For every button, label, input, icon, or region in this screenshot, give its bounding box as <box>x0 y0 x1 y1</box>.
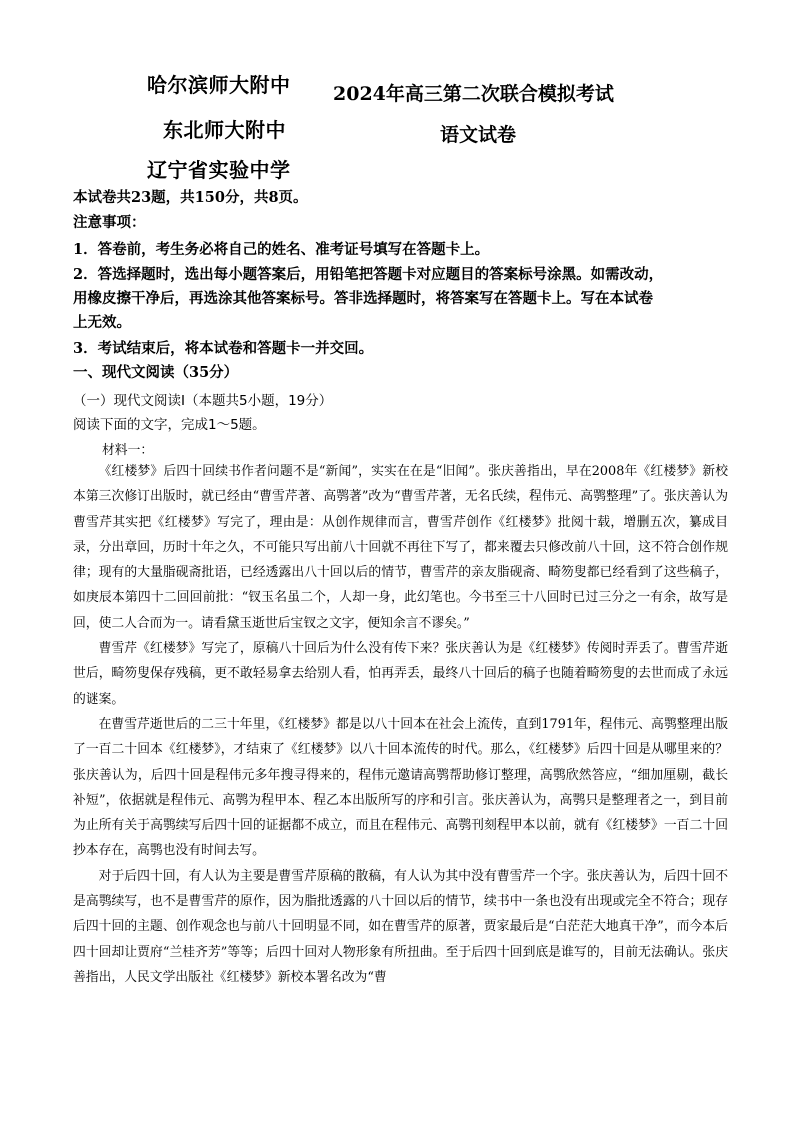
notice-item-2: 2．答选择题时，选出每小题答案后，用铅笔把答题卡对应题目的答案标号涂黑。如需改动， <box>73 266 664 283</box>
passage-paragraph-4: 对于后四十回，有人认为主要是曹雪芹原稿的散稿，有人认为其中没有曹雪芹一个字。张庆善认为，后四十回不是高鹗续写，也不是曹雪芹的原作，因为脂批透露的八十回以后的情节，续书中一条也没有出现或完全不符合；现存后四十回的主题、创作观念也与前八十回明显不同，如在曹雪芹的原著，贾家最后是“白茫茫大地真干净”，而今本后四十回却让贾府“兰桂齐芳”等等；后四十回对人物形象有所扭曲。至于后四十回到底是谁写的，目前无法确认。张庆善指出，人民文学出版社《红楼梦》新校本署名改为“曹 <box>73 868 728 985</box>
notice-item-2-end: 上无效。 <box>73 314 131 331</box>
school-name-liaoning: 辽宁省实验中学 <box>147 158 291 182</box>
passage-paragraph-2: 曹雪芹《红楼梦》写完了，原稿八十回后为什么没有传下来？张庆善认为是《红楼梦》传阅时弄丢了。曹雪芹逝世后，畸笏叟保存残稿，更不敢轻易拿去给别人看，怕再弄丢，最终八十回后的稿子也随着畸笏叟的去世而成了永远的谜案。 <box>73 641 728 707</box>
passage-paragraph-3: 在曹雪芹逝世后的二三十年里，《红楼梦》都是以八十回本在社会上流传，直到1791年，程伟元、高鹗整理出版了一百二十回本《红楼梦》，才结束了《红楼梦》以八十回本流传的时代。那么，《红楼梦》后四十回是从哪里来的？张庆善认为，后四十回是程伟元多年搜寻得来的，程伟元邀请高鹗帮助修订整理，高鹗欣然答应，“细加厘剔，截长补短”，依据就是程伟元、高鹗为程甲本、程乙本出版所写的序和引言。张庆善认为，高鹗只是整理者之一，到目前为止所有关于高鹗续写后四十回的证据都不成立，而且在程伟元、高鹗刊刻程甲本以前，就有《红楼梦》一百二十回抄本存在，高鹗也没有时间去写。 <box>73 716 728 859</box>
notice-item-1: 1．答卷前，考生务必将自己的姓名、准考证号填写在答题卡上。 <box>73 241 490 258</box>
notice-item-3: 3．考试结束后，将本试卷和答题卡一并交回。 <box>73 340 374 357</box>
notice-heading: 注意事项： <box>73 214 146 231</box>
section-title: 一、现代文阅读（35分） <box>73 364 239 381</box>
passage-body <box>73 459 728 990</box>
exam-summary: 本试卷共23题，共150分，共8页。 <box>73 189 308 206</box>
notice-item-2-cont: 用橡皮擦干净后，再选涂其他答案标号。答非选择题时，将答案写在答题卡上。写在本试卷 <box>73 290 653 307</box>
reading-direction: 阅读下面的文字，完成1～5题。 <box>73 417 266 433</box>
subsection-title: （一）现代文阅读Ⅰ（本题共5小题，19分） <box>73 393 333 409</box>
exam-title: 2024年高三第二次联合模拟考试 <box>333 83 614 105</box>
school-name-harbin: 哈尔滨师大附中 <box>147 73 291 97</box>
material-label: 材料一： <box>102 443 154 458</box>
school-name-northeast: 东北师大附中 <box>163 118 286 142</box>
passage-paragraph-1: 《红楼梦》后四十回续书作者问题不是“新闻”，实实在在是“旧闻”。张庆善指出，早在2008年《红楼梦》新校本第三次修订出版时，就已经由“曹雪芹著、高鹗著”改为“曹雪芹著，无名氏续，程伟元、高鹗整理”了。张庆善认为曹雪芹其实把《红楼梦》写完了，理由是：从创作规律而言，曹雪芹创作《红楼梦》批阅十载，增删五次，纂成目录，分出章回，历时十年之久，不可能只写出前八十回就不再往下写了，都来覆去只修改前八十回，这不符合创作规律；现有的大量脂砚斋批语，已经透露出八十回以后的情节，曹雪芹的亲友脂砚斋、畸笏叟都已经看到了这些稿子，如庚辰本第四十二回回前批：“钗玉名虽二个，人却一身，此幻笔也。今书至三十八回时已过三分之一有余，故写是回，使二人合而为一。请看黛玉逝世后宝钗之文字，便知余言不谬矣。” <box>73 464 728 631</box>
paper-title: 语文试卷 <box>440 124 517 146</box>
